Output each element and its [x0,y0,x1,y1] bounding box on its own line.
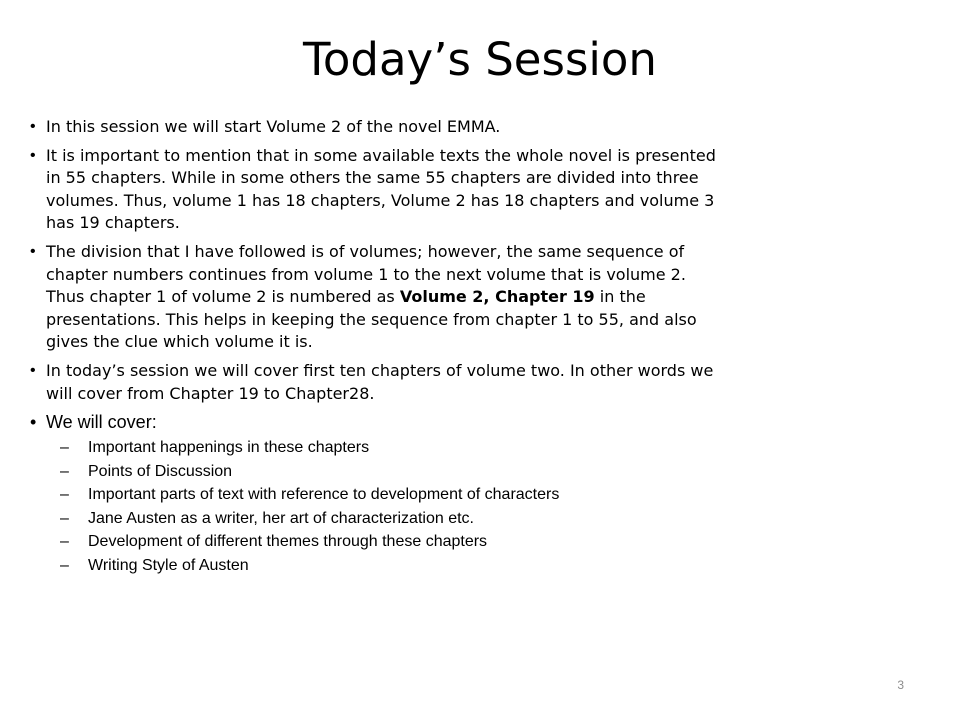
sub-list-item [60,437,720,461]
sub-list-item [60,508,720,532]
bullet-text: We will cover: [46,412,157,433]
bullet-icon: • [30,146,36,164]
sub-list [60,437,720,578]
slide-title: Today’s Session [303,33,657,86]
page-number: 3 [897,678,904,692]
dash-icon: – [60,533,69,551]
bullet-item [30,360,720,405]
dash-icon: – [60,439,69,457]
dash-icon: – [60,556,69,574]
bullet-icon: • [30,361,36,379]
sub-list-text: Important happenings in these chapters [88,439,370,457]
dash-icon: – [60,462,69,480]
bullet-text-bold: Volume 2, Chapter 19 [399,287,595,307]
slide-content [30,116,720,578]
sub-list-item [60,531,720,555]
sub-list-text: Development of different themes through these chapters [88,533,488,551]
sub-list-text: Points of Discussion [88,462,233,480]
bullet-text-part: in the presentations. This helps in keeping the sequence from chapter 1 to 55, and also gives the clue which volume it is. [46,287,697,352]
sub-list-item [60,461,720,485]
bullet-text: In today’s session we will cover first ten chapters of volume two. In other words we will cover from Chapter 19 to Chapter28. [46,360,714,403]
sub-list-item [60,555,720,579]
bullet-item [30,116,720,139]
bullet-icon: • [30,242,36,260]
sub-list-text: Important parts of text with reference to development of characters [88,486,560,504]
bullet-item [30,241,720,354]
bullet-text: In this session we will start Volume 2 of the novel EMMA. [46,117,501,136]
bullet-icon: • [30,412,37,433]
bullet-item [30,145,720,235]
sub-list-text: Jane Austen as a writer, her art of characterization etc. [88,509,474,527]
sub-list-text: Writing Style of Austen [88,556,249,574]
bullet-icon: • [30,118,36,135]
bullet-text [46,242,697,351]
dash-icon: – [60,509,69,527]
bullet-text-part: The division that I have followed is of volumes; however, the same sequence of chapter numbers continues from volume 1 to the next volume that is volume 2. Thus chapter 1 of volume 2 is numbered as [46,241,686,307]
sub-list-item [60,484,720,508]
dash-icon: – [60,486,69,504]
bullet-item [30,411,720,433]
bullet-text: It is important to mention that in some available texts the whole novel is presented in 55 chapters. While in some others the same 55 chapters are divided into three volumes. Thus, volume 1 has 18 chapters, Volume 2 has 18 chapters and volume 3 has 19 chapters. [46,145,716,233]
